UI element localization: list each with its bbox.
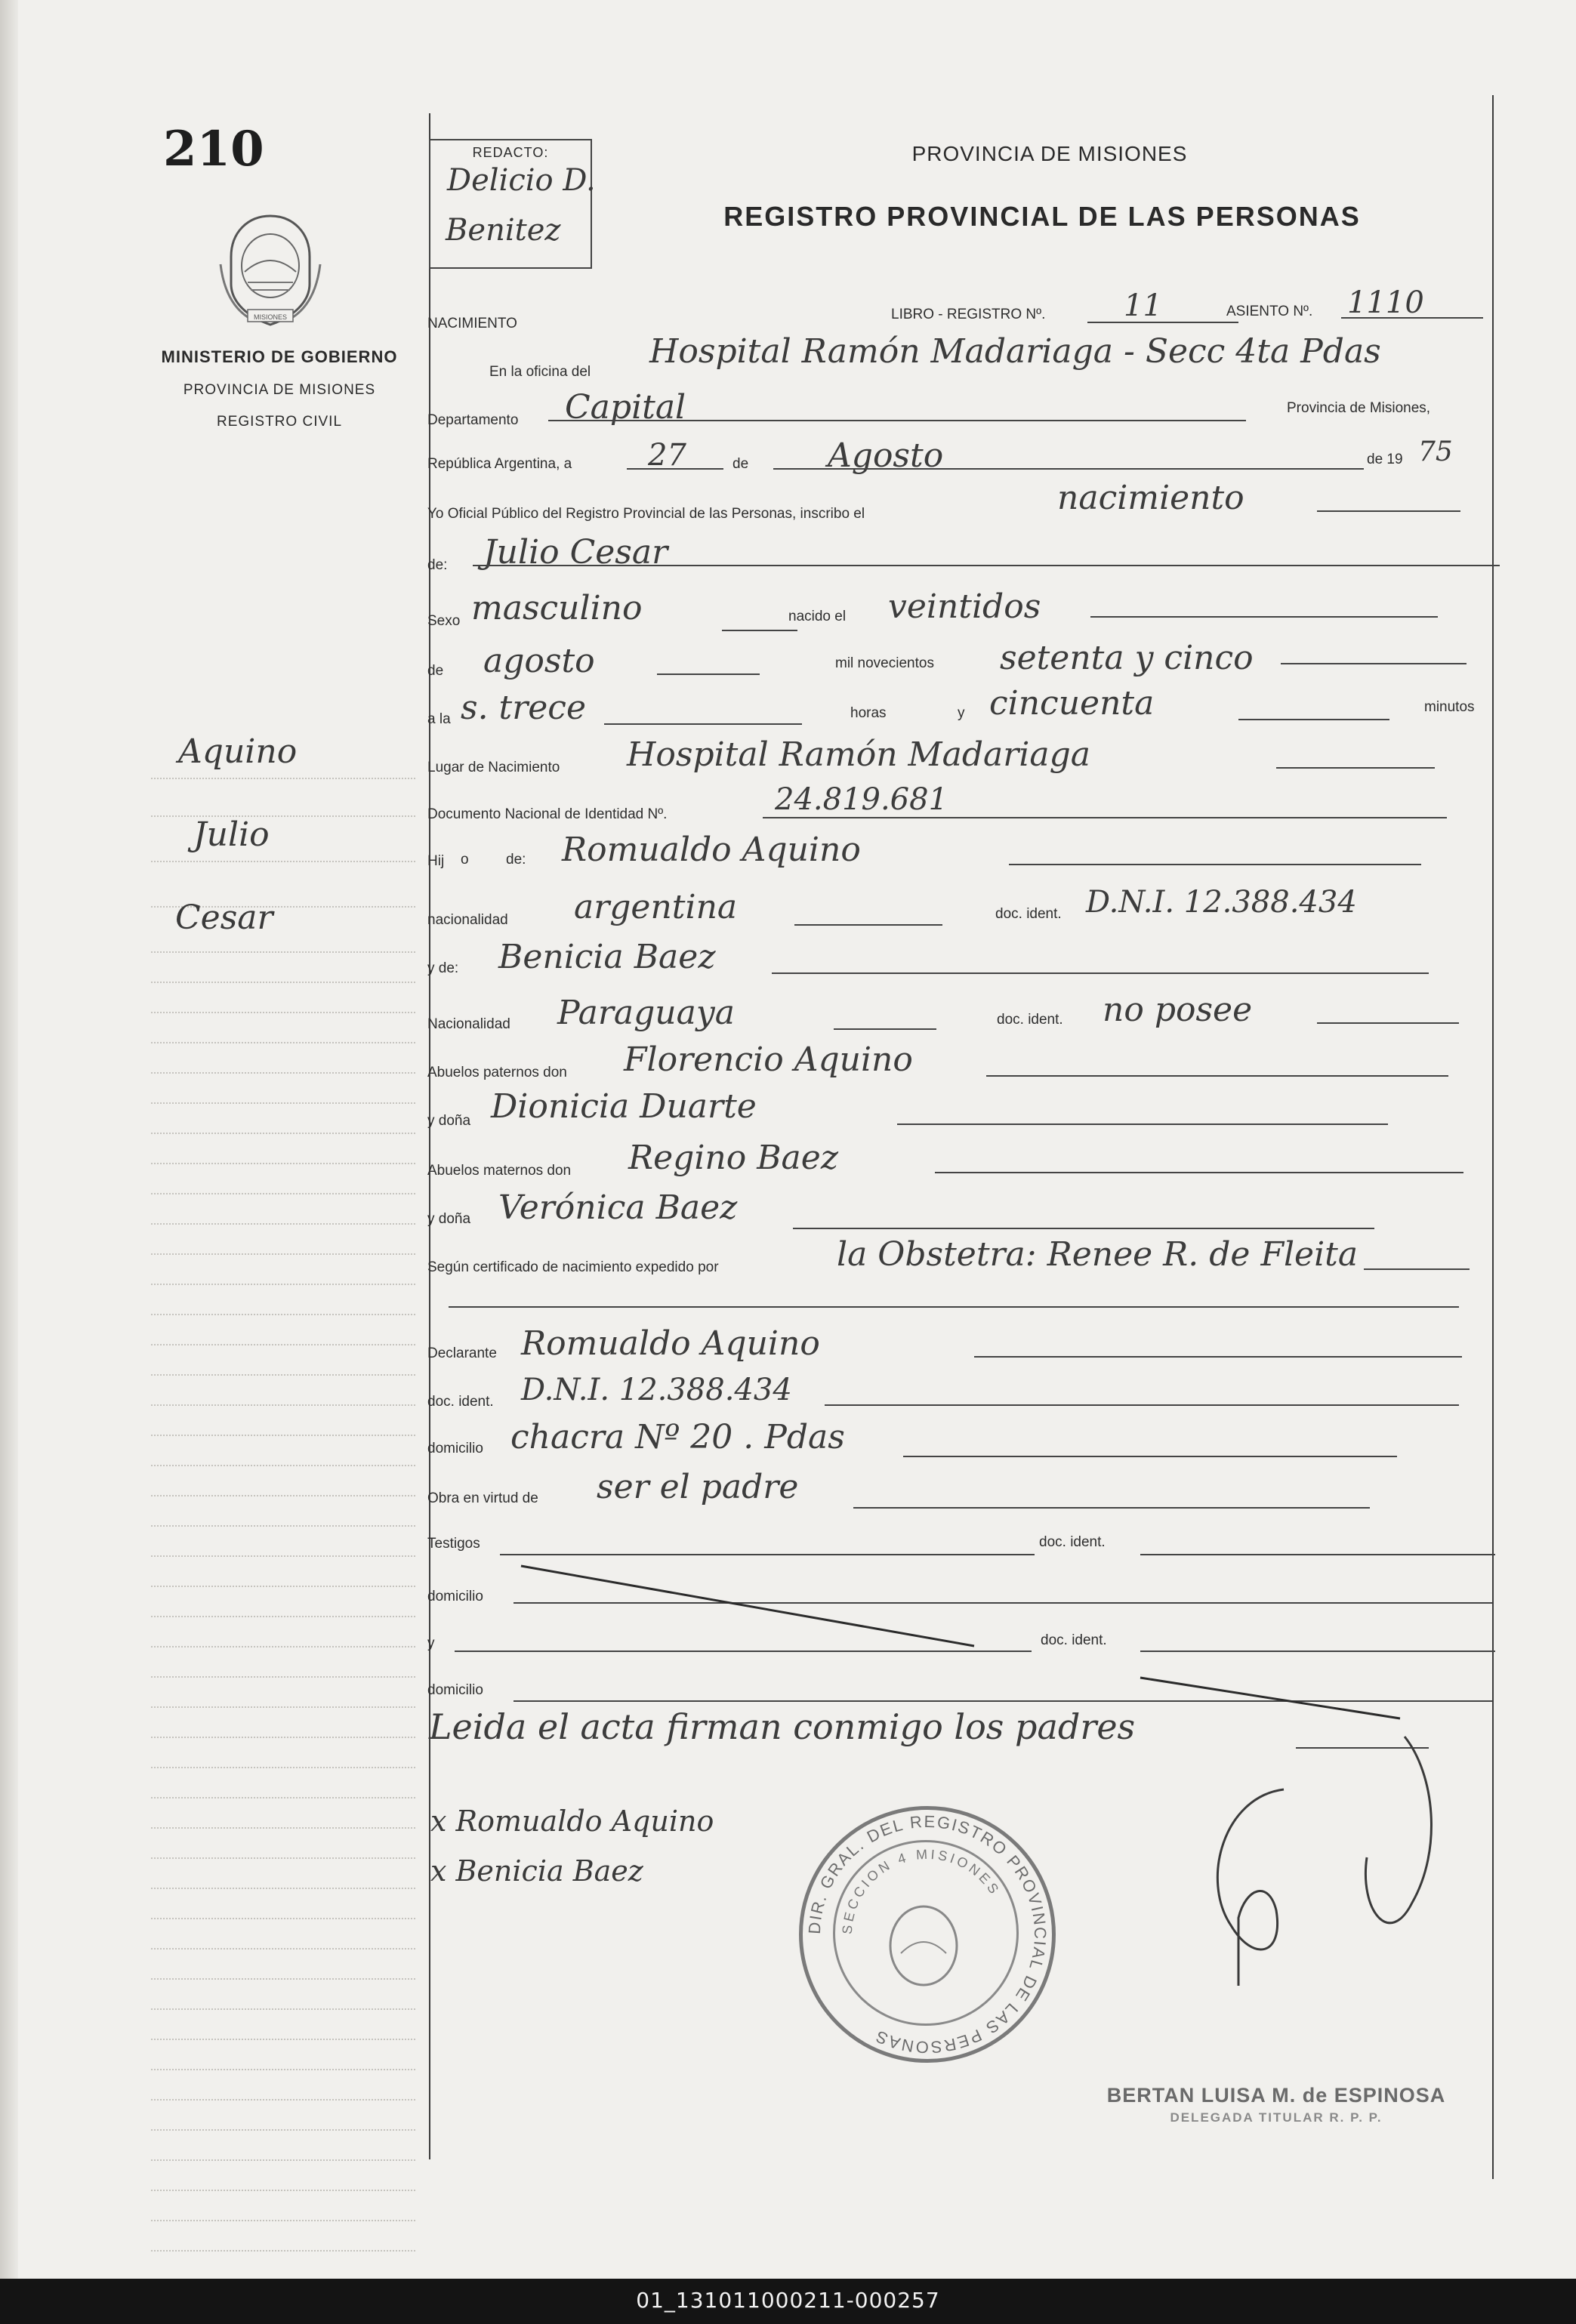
- domicilio3-line: [514, 1700, 1492, 1702]
- de-anio-label: de 19: [1367, 452, 1403, 467]
- provincia-label: Provincia de Misiones,: [1287, 400, 1431, 416]
- docident3-line: [825, 1404, 1459, 1406]
- sexo-line: [722, 630, 797, 631]
- form-right-border: [1492, 95, 1494, 2179]
- sexo-label: Sexo: [427, 613, 461, 629]
- asiento-label: ASIENTO Nº.: [1226, 304, 1313, 319]
- officer-stamp: [1080, 2084, 1473, 2125]
- official-seal-text: [803, 1810, 1052, 2059]
- y-label: y: [958, 705, 965, 721]
- nombre-value: Julio Cesar: [483, 533, 668, 572]
- officer-name: BERTAN LUISA M. de ESPINOSA: [1106, 2084, 1446, 2107]
- inscripcion-line: [1317, 510, 1460, 512]
- madre-line: [772, 972, 1429, 974]
- oficina-value: Hospital Ramón Madariaga - Secc 4ta Pdas: [649, 332, 1381, 371]
- yde-label: y de:: [427, 960, 459, 976]
- ministry-province: PROVINCIA DE MISIONES: [183, 382, 376, 398]
- sexo-value: masculino: [471, 589, 643, 627]
- abuelo-pat-value: Florencio Aquino: [624, 1040, 913, 1079]
- ministry-registry: REGISTRO CIVIL: [216, 414, 343, 430]
- de2-label: de: [427, 663, 444, 679]
- dni-label: Documento Nacional de Identidad Nº.: [427, 806, 668, 822]
- margin-first-name: Julio: [193, 815, 270, 854]
- certificado-line: [1364, 1268, 1470, 1270]
- seal-ring-text: DIR. GRAL. DEL REGISTRO PROVINCIAL DE LAS PERSONAS: [804, 1811, 1050, 2057]
- domicilio-line: [903, 1456, 1397, 1457]
- dia-line: [627, 468, 723, 470]
- oficial-label: Yo Oficial Público del Registro Provincial de las Personas, inscribo el: [427, 506, 865, 522]
- docident3-value: D.N.I. 12.388.434: [521, 1373, 792, 1407]
- de1-label: de: [732, 456, 749, 472]
- alas-label: a la: [427, 711, 451, 727]
- obra-label: Obra en virtud de: [427, 1490, 538, 1506]
- declarante-value: Romualdo Aquino: [521, 1324, 820, 1363]
- oficina-label: En la oficina del: [489, 364, 591, 380]
- docident1-value: D.N.I. 12.388.434: [1086, 885, 1357, 920]
- declarante-label: Declarante: [427, 1345, 497, 1361]
- anio-value: 75: [1418, 436, 1453, 467]
- padre-de-label: de:: [506, 852, 526, 868]
- nacionalidad2-label: Nacionalidad: [427, 1016, 510, 1032]
- abuela-mat-value: Verónica Baez: [498, 1188, 738, 1227]
- docident3-label: doc. ident.: [427, 1394, 494, 1410]
- nombre-line: [473, 565, 1500, 566]
- header-province: PROVINCIA DE MISIONES: [911, 142, 1188, 165]
- ydona2-label: y doña: [427, 1211, 471, 1227]
- mes-line: [773, 468, 1364, 470]
- declarante-line: [974, 1356, 1462, 1358]
- minutos-value: cincuenta: [989, 684, 1155, 723]
- redacto-label: REDACTO:: [472, 145, 549, 160]
- nacionalidad2-line: [834, 1028, 936, 1030]
- ministry-title: MINISTERIO DE GOBIERNO: [161, 347, 398, 366]
- docident4-line: [1140, 1554, 1495, 1555]
- lugar-value: Hospital Ramón Madariaga: [627, 735, 1090, 774]
- docident1-label: doc. ident.: [995, 906, 1062, 922]
- margin-second-name: Cesar: [175, 898, 273, 937]
- minutos-label: minutos: [1424, 699, 1475, 715]
- mes-value: Agosto: [828, 436, 944, 475]
- horas-label: horas: [850, 705, 887, 721]
- nacido-value: veintidos: [888, 587, 1041, 626]
- de-label: de:: [427, 557, 448, 573]
- madre-value: Benicia Baez: [498, 938, 716, 976]
- departamento-value: Capital: [565, 388, 686, 427]
- docident5-line: [1140, 1651, 1495, 1652]
- nacionalidad1-label: nacionalidad: [427, 912, 508, 928]
- docident5-label: doc. ident.: [1041, 1632, 1107, 1648]
- domicilio2-label: domicilio: [427, 1589, 483, 1604]
- padre-line: [1009, 864, 1421, 865]
- y2-line: [455, 1651, 1032, 1652]
- redacto-line2: Benitez: [446, 213, 561, 248]
- crest-lettering: MISIONES: [253, 313, 288, 321]
- margin-surname: Aquino: [178, 732, 298, 771]
- domicilio-value: chacra Nº 20 . Pdas: [510, 1418, 845, 1456]
- dni-value: 24.819.681: [775, 782, 948, 817]
- certificado-label: Según certificado de nacimiento expedido por: [427, 1259, 719, 1275]
- folio-number: 210: [163, 121, 264, 177]
- nacionalidad2-value: Paraguaya: [557, 994, 735, 1032]
- dia-value: 27: [648, 438, 686, 473]
- signature-mother: x Benicia Baez: [430, 1854, 643, 1888]
- closing-phrase: Leida el acta firman conmigo los padres: [429, 1706, 1136, 1747]
- dni-line: [763, 817, 1447, 818]
- asiento-value: 1110: [1347, 285, 1424, 320]
- hora-line: [604, 723, 802, 725]
- republica-label: República Argentina, a: [427, 456, 572, 472]
- mes-nac-value: agosto: [483, 642, 595, 680]
- hijo-suffix: o: [461, 852, 469, 868]
- abuela-pat-line: [897, 1123, 1388, 1125]
- mes-nac-line: [657, 673, 760, 675]
- official-seal: [799, 1806, 1056, 2063]
- domicilio2-line: [514, 1602, 1492, 1604]
- certificado-value: la Obstetra: Renee R. de Fleita: [837, 1235, 1359, 1274]
- obra-line: [853, 1507, 1370, 1509]
- svg-text:SECCION 4 MISIONES: [840, 1847, 1004, 1935]
- abuelo-mat-line: [935, 1172, 1463, 1173]
- hora-value: s. trece: [461, 689, 586, 727]
- docident2-label: doc. ident.: [997, 1012, 1063, 1028]
- asiento-line: [1341, 317, 1483, 319]
- libro-line: [1087, 322, 1238, 323]
- officer-signature: [1133, 1729, 1465, 2001]
- header-registry-title: REGISTRO PROVINCIAL DE LAS PERSONAS: [723, 201, 1361, 232]
- lugar-line: [1276, 767, 1435, 769]
- anio-nac-value: setenta y cinco: [1000, 639, 1254, 677]
- officer-role: DELEGADA TITULAR R. P. P.: [1170, 2110, 1383, 2125]
- image-code: 01_131011000211-000257: [636, 2288, 940, 2313]
- departamento-line: [548, 420, 1246, 421]
- seal-inner-text: SECCION 4 MISIONES: [839, 1846, 1004, 1935]
- docident2-value: no posee: [1103, 991, 1253, 1029]
- ydona1-label: y doña: [427, 1113, 471, 1129]
- abuela-mat-line: [793, 1228, 1374, 1229]
- anio-nac-line: [1281, 663, 1467, 664]
- certificado-line2: [449, 1306, 1459, 1308]
- testigos-line: [500, 1554, 1035, 1555]
- redacto-box: [429, 139, 596, 269]
- inscripcion-value: nacimiento: [1057, 479, 1244, 517]
- minutos-line: [1238, 719, 1389, 720]
- obra-value: ser el padre: [597, 1468, 799, 1506]
- provincial-crest-icon: [217, 211, 323, 331]
- abuelos-mat-label: Abuelos maternos don: [427, 1163, 572, 1179]
- signature-father: x Romualdo Aquino: [430, 1805, 714, 1838]
- lugar-label: Lugar de Nacimiento: [427, 760, 560, 775]
- libro-label: LIBRO - REGISTRO Nº.: [891, 307, 1046, 322]
- nacionalidad1-line: [794, 924, 942, 926]
- docident4-label: doc. ident.: [1039, 1534, 1106, 1550]
- domicilio3-label: domicilio: [427, 1682, 483, 1698]
- libro-value: 11: [1124, 288, 1162, 323]
- nacido-label: nacido el: [788, 609, 847, 624]
- mil-label: mil novecientos: [835, 655, 934, 671]
- padre-value: Romualdo Aquino: [562, 831, 861, 869]
- binding-edge: [0, 0, 18, 2279]
- record-type: NACIMIENTO: [427, 316, 517, 331]
- testigos-label: Testigos: [427, 1536, 480, 1552]
- nacionalidad1-value: argentina: [574, 888, 738, 926]
- y2-label: y: [427, 1635, 435, 1651]
- nacido-line: [1090, 616, 1438, 618]
- image-id-bar: [0, 2279, 1576, 2324]
- redacto-line1: Delicio D.: [447, 163, 596, 198]
- abuelo-pat-line: [986, 1075, 1448, 1077]
- domicilio-label: domicilio: [427, 1441, 483, 1456]
- docident2-line: [1317, 1022, 1459, 1024]
- hijo-label: Hij: [427, 853, 445, 869]
- abuelos-pat-label: Abuelos paternos don: [427, 1065, 567, 1080]
- abuela-pat-value: Dionicia Duarte: [491, 1087, 757, 1126]
- departamento-label: Departamento: [427, 412, 519, 428]
- abuelo-mat-value: Regino Baez: [628, 1139, 839, 1177]
